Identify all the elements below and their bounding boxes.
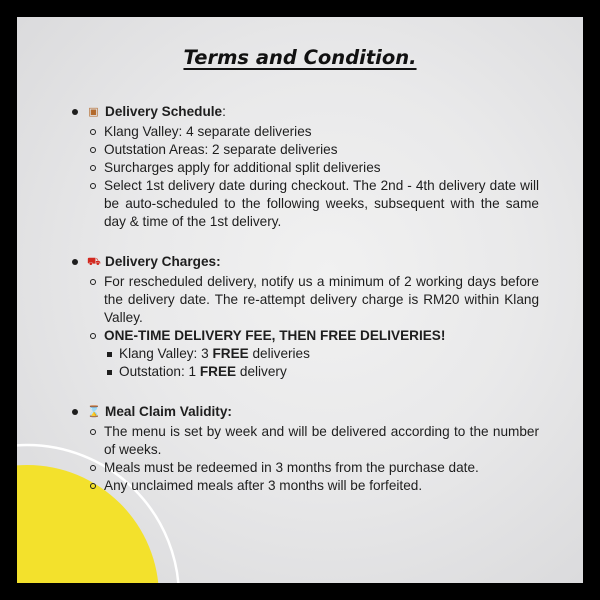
list-item: Surcharges apply for additional split deliveries — [87, 159, 539, 177]
promo-text: ONE-TIME DELIVERY FEE, THEN FREE DELIVERIES! — [104, 328, 446, 343]
terms-content — [69, 103, 539, 517]
list-item: Outstation Areas: 2 separate deliveries — [87, 141, 539, 159]
section-meal-claim-validity — [69, 403, 539, 495]
section-delivery-charges — [69, 253, 539, 381]
list-item: The menu is set by week and will be delivered according to the number of weeks. — [87, 423, 539, 459]
list-item: Klang Valley: 4 separate deliveries — [87, 123, 539, 141]
package-icon: ▣ — [88, 105, 99, 118]
delivery-truck-icon: ⛟ — [87, 255, 101, 268]
list-item: Select 1st delivery date during checkout. The 2nd - 4th delivery date will be auto-scheduled to the following weeks, subsequent with the same day & time of the 1st delivery. — [87, 177, 539, 231]
section-heading: Meal Claim Validity: — [105, 404, 232, 419]
list-item-promo — [87, 327, 539, 381]
page-title: Terms and Condition. — [183, 46, 417, 69]
list-item: For rescheduled delivery, notify us a minimum of 2 working days before the delivery date. The re-attempt delivery charge is RM20 within Klang Valley. — [87, 273, 539, 327]
sub-list-item: Klang Valley: 3 FREE deliveries — [104, 345, 539, 363]
sub-list-item: Outstation: 1 FREE delivery — [104, 363, 539, 381]
list-item: Any unclaimed meals after 3 months will be forfeited. — [87, 477, 539, 495]
list-item: Meals must be redeemed in 3 months from the purchase date. — [87, 459, 539, 477]
terms-card — [17, 17, 583, 583]
section-heading: Delivery Charges: — [105, 254, 221, 269]
section-heading: Delivery Schedule — [105, 104, 223, 119]
hourglass-icon: ⌛ — [87, 405, 101, 418]
heading-colon: : — [222, 104, 226, 119]
section-delivery-schedule — [69, 103, 539, 231]
